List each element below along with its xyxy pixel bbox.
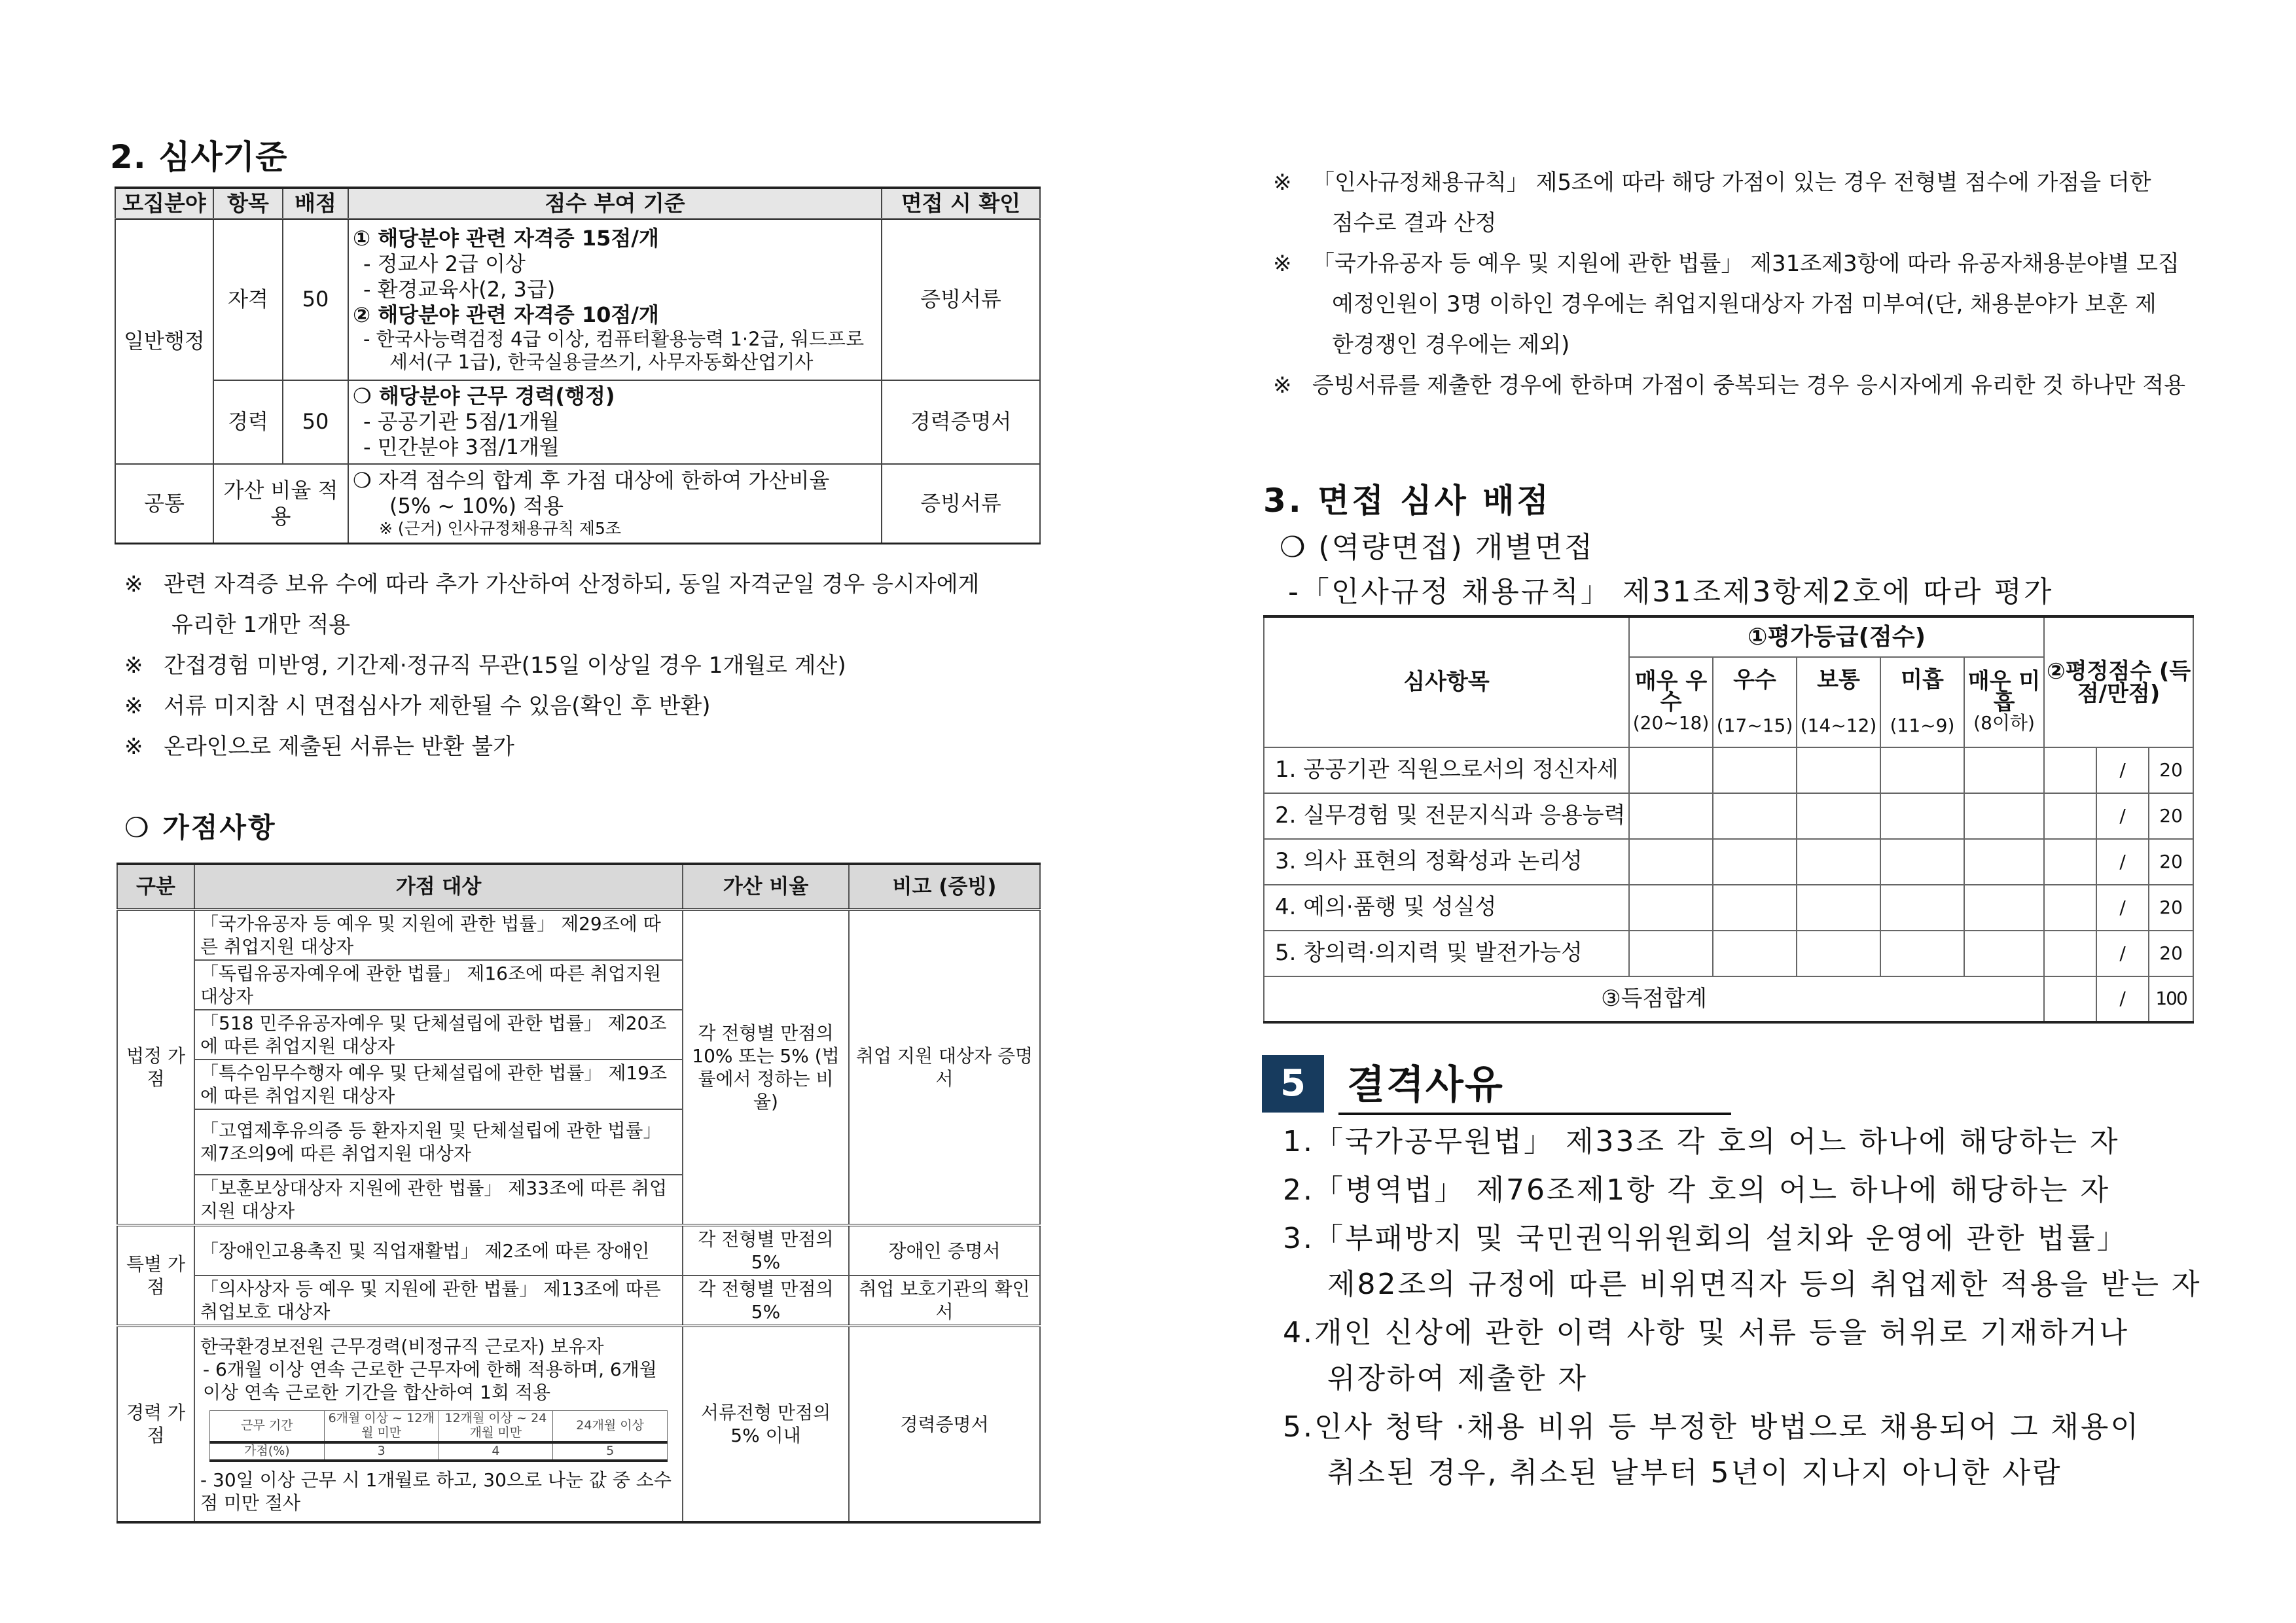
sub-cell: 3 [324, 1442, 439, 1461]
grade-cell[interactable] [1797, 885, 1880, 931]
sub-header: 12개월 이상 ~ 24개월 미만 [439, 1411, 553, 1442]
criteria-line: - 한국사능력검정 4급 이상, 컴퓨터활용능력 1·2급, 워드프로 [363, 327, 865, 350]
item-cell: 가산 비율 적용 [213, 464, 348, 544]
grade-cell[interactable] [1964, 885, 2044, 931]
career-bonus-subtable [209, 1410, 668, 1462]
score-slash: / [2096, 747, 2149, 793]
grade-cell[interactable] [1797, 931, 1880, 976]
bonus-points-table [117, 863, 1041, 1524]
score-slash: / [2096, 885, 2149, 931]
right-notes-block [1273, 162, 2215, 406]
score-max: 20 [2149, 885, 2193, 931]
criteria-line: ① 해당분야 관련 자격증 15점/개 [353, 225, 659, 251]
table-header-row [117, 864, 1040, 910]
criteria-line: - 공공기관 5점/1개월 [363, 409, 560, 435]
category-cell: 특별 가점 [117, 1225, 194, 1326]
grade-cell[interactable] [1880, 793, 1964, 839]
note-mark: ※ [124, 571, 143, 597]
note-text: 「국가유공자 등 예우 및 지원에 관한 법률」 제31조제3항에 따라 유공자채용분야별 모집 [1312, 251, 2179, 277]
grade-cell[interactable] [1629, 885, 1713, 931]
list-item: 1.「국가공무원법」 제33조 각 호의 어느 하나에 해당하는 자 [1283, 1125, 2120, 1158]
total-score-cell[interactable] [2044, 976, 2096, 1022]
score-max: 20 [2149, 793, 2193, 839]
career-bonus-cell [194, 1326, 683, 1522]
criteria-cell [348, 380, 882, 464]
ratio-cell: 서류전형 만점의 5% 이내 [683, 1326, 849, 1522]
col-header: 가점 대상 [194, 864, 683, 910]
proof-cell: 장애인 증명서 [849, 1225, 1040, 1275]
sub-header: 6개월 이상 ~ 12개월 미만 [324, 1411, 439, 1442]
total-row [1264, 976, 2193, 1022]
col-header: 비고 (증빙) [849, 864, 1040, 910]
ratio-cell: 각 전형별 만점의 5% [683, 1275, 849, 1326]
note-mark: ※ [1273, 251, 1292, 277]
bonus-item-cell: 「독립유공자예우에 관한 법률」 제16조에 따른 취업지원 대상자 [194, 960, 683, 1010]
criterion-cell: 2. 실무경험 및 전문지식과 응용능력 [1264, 793, 1629, 839]
grade-cell[interactable] [1713, 839, 1797, 885]
note-text: 유리한 1개만 적용 [171, 612, 351, 638]
table-row [1264, 931, 2193, 976]
criterion-cell: 5. 창의력·의지력 및 발전가능성 [1264, 931, 1629, 976]
section3-title: 3. 면접 심사 배점 [1263, 482, 1551, 520]
list-item-cont: 제82조의 규정에 따른 비위면직자 등의 취업제한 적용을 받는 자 [1327, 1268, 2202, 1301]
table-row [1264, 793, 2193, 839]
score-cell[interactable] [2044, 793, 2096, 839]
note-mark: ※ [1273, 169, 1292, 196]
table-row [115, 219, 1040, 380]
disqualification-list [1283, 1119, 2265, 1496]
field-cell: 공통 [115, 464, 213, 544]
col-header-item: 심사항목 [1264, 616, 1629, 747]
criteria-cell [348, 464, 882, 544]
grade-cell[interactable] [1964, 839, 2044, 885]
bonus-item-cell: 「국가유공자 등 예우 및 지원에 관한 법률」 제29조에 따른 취업지원 대상자 [194, 910, 683, 960]
section5-underline [1338, 1113, 1731, 1115]
note-text: 간접경험 미반영, 기간제·정규직 무관(15일 이상일 경우 1개월로 계산) [164, 652, 846, 679]
col-header: 항목 [213, 188, 283, 219]
screening-criteria-table [115, 187, 1041, 544]
criteria-cell [348, 219, 882, 380]
interview-type: ❍ (역량면접) 개별면접 [1280, 531, 1594, 564]
score-slash: / [2096, 793, 2149, 839]
check-cell: 경력증명서 [882, 380, 1040, 464]
grade-cell[interactable] [1629, 747, 1713, 793]
note-text: 관련 자격증 보유 수에 따라 추가 가산하여 산정하되, 동일 자격군일 경우 응시자에게 [164, 571, 980, 597]
check-cell: 증빙서류 [882, 464, 1040, 544]
grade-cell[interactable] [1964, 793, 2044, 839]
note-mark: ※ [124, 734, 143, 760]
sub-cell: 가점(%) [210, 1442, 325, 1461]
list-item: 3.「부패방지 및 국민권익위원회의 설치와 운영에 관한 법률」 [1283, 1222, 2128, 1255]
criteria-line: 세서(구 1급), 한국실용글쓰기, 사무자동화산업기사 [389, 351, 814, 374]
grade-cell[interactable] [1797, 793, 1880, 839]
check-cell: 증빙서류 [882, 219, 1040, 380]
item-cell: 경력 [213, 380, 283, 464]
notes-block [124, 564, 1054, 767]
col-header: 가산 비율 [683, 864, 849, 910]
col-header-score: ②평정점수 (득점/만점) [2044, 616, 2193, 747]
bonus-item-cell: 「특수임무수행자 예우 및 단체설립에 관한 법률」 제19조에 따른 취업지원 대상자 [194, 1060, 683, 1109]
note-text: 점수로 결과 산정 [1332, 210, 1497, 236]
grade-cell[interactable] [1880, 747, 1964, 793]
points-cell: 50 [283, 219, 348, 380]
grade-cell[interactable] [1880, 885, 1964, 931]
note-mark: ※ [124, 693, 143, 719]
sub-header: 24개월 이상 [553, 1411, 668, 1442]
score-slash: / [2096, 839, 2149, 885]
grade-cell[interactable] [1629, 793, 1713, 839]
section5-title: 결격사유 [1347, 1062, 1504, 1108]
section2-title: 2. 심사기준 [110, 138, 288, 176]
career-line: - 30일 이상 근무 시 1개월로 하고, 30으로 나눈 값 중 소수점 미만 절사 [200, 1469, 672, 1514]
table-header-row [115, 188, 1040, 219]
score-slash: / [2096, 931, 2149, 976]
interview-score-table [1263, 615, 2194, 1024]
criteria-line: ❍ 해당분야 근무 경력(행정) [353, 383, 615, 409]
note-text: 증빙서류를 제출한 경우에 한하며 가점이 중복되는 경우 응시자에게 유리한 것 하나만 적용 [1312, 372, 2186, 399]
criteria-line: ❍ 자격 점수의 합계 후 가점 대상에 한하여 가산비율 [353, 468, 830, 493]
grade-header: 매우 우수 (20~18) [1629, 657, 1713, 747]
proof-cell: 취업 보호기관의 확인서 [849, 1275, 1040, 1326]
col-header: 배점 [283, 188, 348, 219]
list-item: 4.개인 신상에 관한 이력 사항 및 서류 등을 허위로 기재하거나 [1283, 1316, 2129, 1349]
bonus-item-cell: 「의사상자 등 예우 및 지원에 관한 법률」 제13조에 따른 취업보호 대상자 [194, 1275, 683, 1326]
grade-cell[interactable] [1713, 931, 1797, 976]
grade-cell[interactable] [1797, 747, 1880, 793]
col-header: 구분 [117, 864, 194, 910]
criterion-cell: 4. 예의·품행 및 성실성 [1264, 885, 1629, 931]
criteria-line: (5% ~ 10%) 적용 [389, 493, 564, 519]
criteria-footnote: ※ (근거) 인사규정채용규칙 제5조 [379, 519, 622, 539]
grade-cell[interactable] [1880, 931, 1964, 976]
score-max: 20 [2149, 839, 2193, 885]
note-mark: ※ [124, 652, 143, 679]
table-row [117, 1275, 1040, 1326]
grade-header: 미흡 (11~9) [1880, 657, 1964, 747]
ratio-cell: 각 전형별 만점의 5% [683, 1225, 849, 1275]
field-cell: 일반행정 [115, 219, 213, 464]
score-cell[interactable] [2044, 747, 2096, 793]
table-row [1264, 747, 2193, 793]
criteria-line: - 정교사 2급 이상 [363, 251, 526, 276]
table-row [1264, 839, 2193, 885]
table-row [115, 380, 1040, 464]
bonus-item-cell: 「보훈보상대상자 지원에 관한 법률」 제33조에 따른 취업지원 대상자 [194, 1175, 683, 1225]
criterion-cell: 3. 의사 표현의 정확성과 논리성 [1264, 839, 1629, 885]
proof-cell: 경력증명서 [849, 1326, 1040, 1522]
grade-cell[interactable] [1880, 839, 1964, 885]
note-text: 예정인원이 3명 이하인 경우에는 취업지원대상자 가점 미부여(단, 채용분야가 보훈 제 [1332, 291, 2157, 317]
score-cell[interactable] [2044, 931, 2096, 976]
list-item: 5.인사 청탁 ·채용 비위 등 부정한 방법으로 채용되어 그 채용이 [1283, 1410, 2140, 1444]
proof-cell: 취업 지원 대상자 증명서 [849, 910, 1040, 1225]
table-row [1264, 885, 2193, 931]
grade-cell[interactable] [1629, 839, 1713, 885]
career-line: 한국환경보전원 근무경력(비정규직 근로자) 보유자 [200, 1336, 604, 1357]
grade-cell[interactable] [1713, 793, 1797, 839]
grade-header: 보통 (14~12) [1797, 657, 1880, 747]
bonus-item-cell: 「장애인고용촉진 및 직업재활법」 제2조에 따른 장애인 [194, 1225, 683, 1275]
score-max: 20 [2149, 747, 2193, 793]
criteria-line: ② 해당분야 관련 자격증 10점/개 [353, 302, 659, 327]
bonus-item-cell: 「고엽제후유의증 등 환자지원 및 단체설립에 관한 법률」 제7조의9에 따른 취업지원 대상자 [194, 1109, 683, 1175]
points-cell: 50 [283, 380, 348, 464]
table-row [117, 1225, 1040, 1275]
col-header: 면접 시 확인 [882, 188, 1040, 219]
section5-number-badge: 5 [1262, 1055, 1324, 1113]
item-cell: 자격 [213, 219, 283, 380]
grade-header: 매우 미흡 (8이하) [1964, 657, 2044, 747]
grade-cell[interactable] [1713, 747, 1797, 793]
bonus-item-cell: 「518 민주유공자예우 및 단체설립에 관한 법률」 제20조에 따른 취업지원 대상자 [194, 1010, 683, 1060]
total-label: ③득점합계 [1264, 976, 2044, 1022]
criteria-line: - 환경교육사(2, 3급) [363, 276, 556, 302]
sub-cell: 5 [553, 1442, 668, 1461]
criteria-line: - 민간분야 3점/1개월 [363, 435, 560, 460]
col-header: 모집분야 [115, 188, 213, 219]
grade-cell[interactable] [1629, 931, 1713, 976]
note-text: 한경쟁인 경우에는 제외) [1332, 332, 1570, 358]
note-mark: ※ [1273, 372, 1292, 399]
grade-cell[interactable] [1713, 885, 1797, 931]
interview-basis: -「인사규정 채용규칙」 제31조제3항제2호에 따라 평가 [1288, 575, 2054, 609]
note-text: 서류 미지참 시 면접심사가 제한될 수 있음(확인 후 반환) [164, 693, 711, 719]
table-row [117, 910, 1040, 960]
category-cell: 법정 가점 [117, 910, 194, 1225]
table-row [117, 1326, 1040, 1522]
ratio-cell: 각 전형별 만점의 10% 또는 5% (법률에서 정하는 비율) [683, 910, 849, 1225]
grade-cell[interactable] [1797, 839, 1880, 885]
total-slash: / [2096, 976, 2149, 1022]
list-item-cont: 취소된 경우, 취소된 날부터 5년이 지나지 아니한 사람 [1327, 1456, 2062, 1489]
grade-cell[interactable] [1964, 931, 2044, 976]
grade-cell[interactable] [1964, 747, 2044, 793]
sub-cell: 4 [439, 1442, 553, 1461]
bonus-title: ❍ 가점사항 [124, 812, 277, 844]
note-text: 온라인으로 제출된 서류는 반환 불가 [164, 734, 514, 760]
col-header-grade: ①평가등급(점수) [1629, 616, 2044, 657]
list-item-cont: 위장하여 제출한 자 [1327, 1362, 1588, 1395]
category-cell: 경력 가점 [117, 1326, 194, 1522]
note-text: 「인사규정채용규칙」 제5조에 따라 해당 가점이 있는 경우 전형별 점수에 가점을 더한 [1312, 169, 2151, 196]
sub-header: 근무 기간 [210, 1411, 325, 1442]
score-max: 20 [2149, 931, 2193, 976]
table-row [115, 464, 1040, 544]
total-max: 100 [2149, 976, 2193, 1022]
criterion-cell: 1. 공공기관 직원으로서의 정신자세 [1264, 747, 1629, 793]
score-cell[interactable] [2044, 839, 2096, 885]
col-header: 점수 부여 기준 [348, 188, 882, 219]
list-item: 2.「병역법」 제76조제1항 각 호의 어느 하나에 해당하는 자 [1283, 1173, 2110, 1207]
grade-header: 우수 (17~15) [1713, 657, 1797, 747]
score-cell[interactable] [2044, 885, 2096, 931]
table-header-row [1264, 616, 2193, 657]
career-line: - 6개월 이상 연속 근로한 근무자에 한해 적용하며, 6개월 이상 연속 근로한 기간을 합산하여 1회 적용 [203, 1359, 657, 1403]
